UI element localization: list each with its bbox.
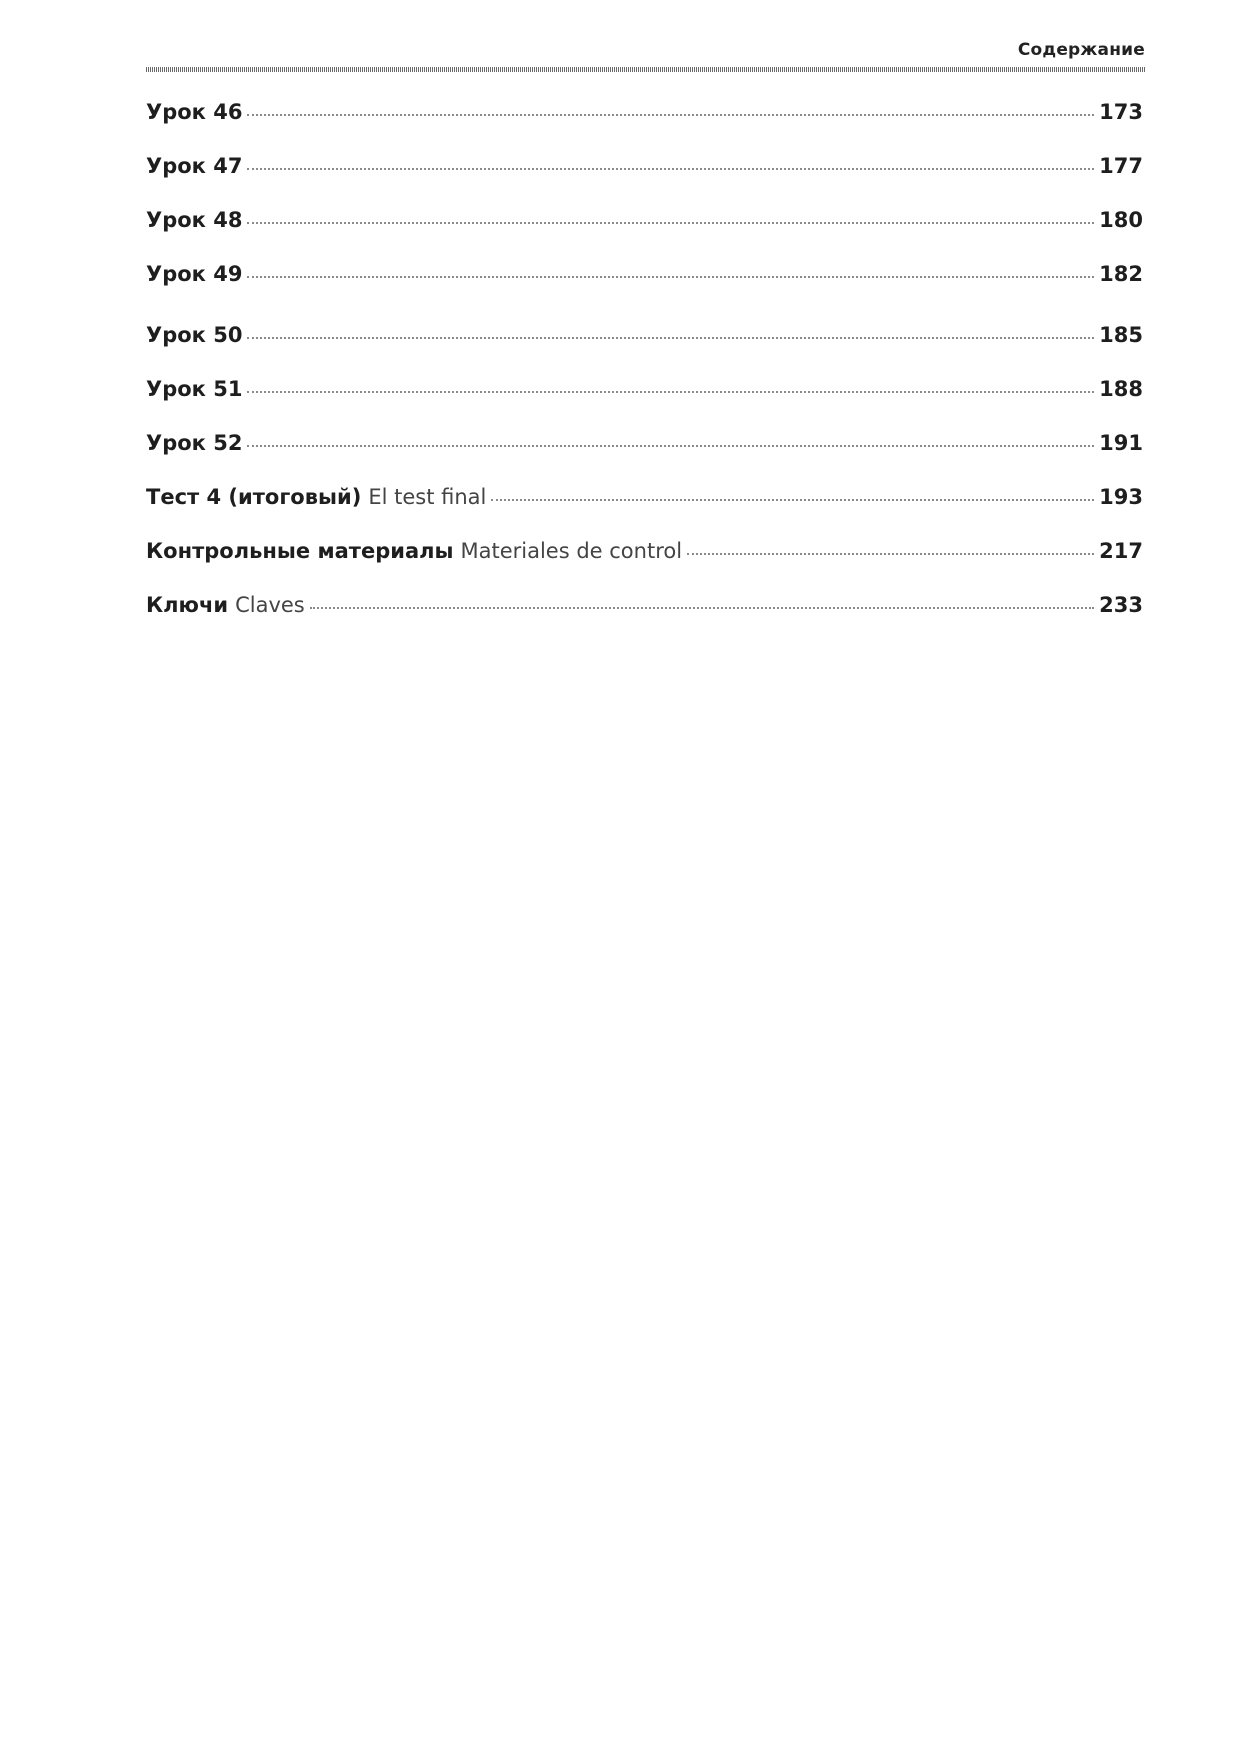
toc-entry-title: Контрольные материалы xyxy=(146,539,454,563)
toc-entry-lesson-49[interactable] xyxy=(146,262,1143,316)
toc-entry-page: 191 xyxy=(1099,431,1143,455)
toc-entry-title: Урок 50 xyxy=(146,323,243,347)
toc-entry-title: Ключи xyxy=(146,593,229,617)
toc-entry-page: 182 xyxy=(1099,262,1143,286)
toc-dot-leader xyxy=(247,220,1094,224)
toc-entry-title: Урок 51 xyxy=(146,377,243,401)
toc-entry-lesson-46[interactable] xyxy=(146,100,1143,154)
toc-entry-subtitle: Materiales de control xyxy=(460,539,683,563)
toc-entry-title: Урок 52 xyxy=(146,431,243,455)
table-of-contents xyxy=(146,100,1143,647)
toc-entry-page: 173 xyxy=(1099,100,1143,124)
toc-entry-subtitle: El test final xyxy=(368,485,487,509)
toc-entry-title: Тест 4 (итоговый) xyxy=(146,485,362,509)
toc-dot-leader xyxy=(247,112,1094,116)
toc-entry-title: Урок 46 xyxy=(146,100,243,124)
toc-entry-title: Урок 47 xyxy=(146,154,243,178)
toc-entry-lesson-52[interactable] xyxy=(146,431,1143,485)
toc-entry-page: 233 xyxy=(1099,593,1143,617)
toc-dot-leader xyxy=(247,166,1094,170)
toc-entry-page: 193 xyxy=(1099,485,1143,509)
toc-dot-leader xyxy=(687,551,1094,555)
toc-entry-answer-keys[interactable] xyxy=(146,593,1143,647)
toc-entry-subtitle: Claves xyxy=(235,593,305,617)
running-header-title: Содержание xyxy=(1017,40,1145,60)
header-rule xyxy=(146,67,1145,72)
toc-entry-title: Урок 48 xyxy=(146,208,243,232)
toc-entry-control-materials[interactable] xyxy=(146,539,1143,593)
toc-entry-final-test[interactable] xyxy=(146,485,1143,539)
toc-dot-leader xyxy=(491,497,1094,501)
toc-entry-page: 217 xyxy=(1099,539,1143,563)
toc-entry-title: Урок 49 xyxy=(146,262,243,286)
toc-entry-page: 180 xyxy=(1099,208,1143,232)
toc-entry-lesson-51[interactable] xyxy=(146,377,1143,431)
toc-dot-leader xyxy=(310,605,1094,609)
toc-dot-leader xyxy=(247,274,1094,278)
toc-dot-leader xyxy=(247,389,1094,393)
toc-entry-page: 188 xyxy=(1099,377,1143,401)
toc-entry-page: 185 xyxy=(1099,323,1143,347)
toc-entry-lesson-47[interactable] xyxy=(146,154,1143,208)
toc-dot-leader xyxy=(247,443,1094,447)
toc-entry-lesson-48[interactable] xyxy=(146,208,1143,262)
toc-entry-lesson-50[interactable] xyxy=(146,323,1143,377)
toc-entry-page: 177 xyxy=(1099,154,1143,178)
toc-dot-leader xyxy=(247,335,1094,339)
